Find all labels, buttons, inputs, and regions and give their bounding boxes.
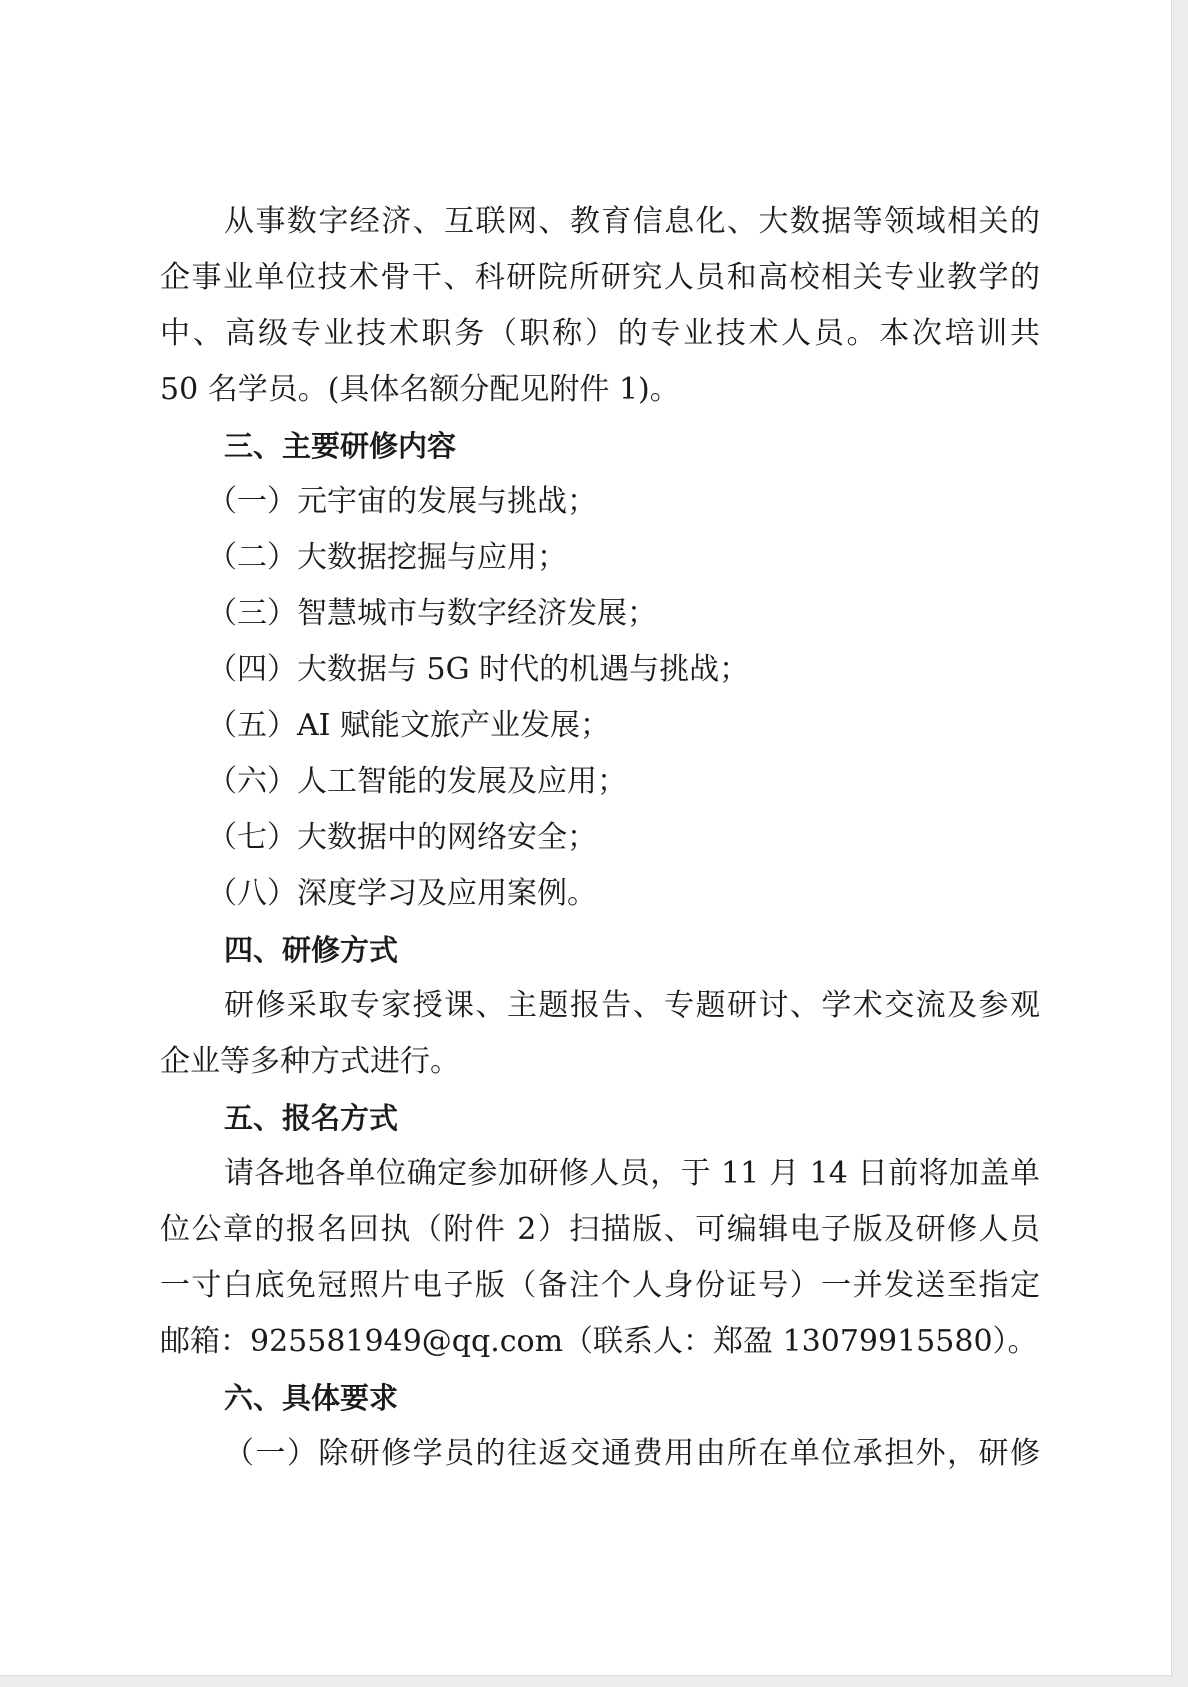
- section-6-line-1: （一）除研修学员的往返交通费用由所在单位承担外，研修: [224, 1436, 1040, 1471]
- intro-line-4: 50 名学员。(具体名额分配见附件 1)。: [160, 372, 680, 407]
- section-5-line-2: 位公章的报名回执（附件 2）扫描版、可编辑电子版及研修人员: [160, 1212, 1040, 1247]
- section-3-item-5: （五）AI 赋能文旅产业发展；: [207, 708, 611, 743]
- section-5-line-3: 一寸白底免冠照片电子版（备注个人身份证号）一并发送至指定: [160, 1268, 1040, 1303]
- section-3-item-2: （二）大数据挖掘与应用；: [207, 540, 567, 575]
- section-6-heading: 六、具体要求: [224, 1381, 399, 1415]
- section-4-line-1: 研修采取专家授课、主题报告、专题研讨、学术交流及参观: [224, 988, 1040, 1023]
- section-3-item-8: （八）深度学习及应用案例。: [207, 876, 597, 911]
- section-3-heading: 三、主要研修内容: [224, 429, 457, 463]
- section-3-item-6: （六）人工智能的发展及应用；: [207, 764, 627, 799]
- section-5-heading: 五、报名方式: [224, 1101, 399, 1135]
- section-4-heading: 四、研修方式: [224, 933, 399, 967]
- section-3-item-1: （一）元宇宙的发展与挑战；: [207, 484, 597, 519]
- section-4-line-2: 企业等多种方式进行。: [160, 1044, 460, 1079]
- section-3-item-4: （四）大数据与 5G 时代的机遇与挑战；: [207, 652, 750, 687]
- intro-line-2: 企事业单位技术骨干、科研院所研究人员和高校相关专业教学的: [160, 260, 1040, 295]
- section-5-line-4: 邮箱：925581949@qq.com（联系人：郑盈 13079915580）。: [160, 1324, 1038, 1359]
- document-body: [160, 194, 1040, 1482]
- intro-line-3: 中、高级专业技术职务（职称）的专业技术人员。本次培训共: [160, 316, 1040, 351]
- section-3-item-3: （三）智慧城市与数字经济发展；: [207, 596, 657, 631]
- section-5-line-1: 请各地各单位确定参加研修人员，于 11 月 14 日前将加盖单: [224, 1156, 1040, 1191]
- intro-line-1: 从事数字经济、互联网、教育信息化、大数据等领域相关的: [224, 204, 1040, 239]
- section-3-item-7: （七）大数据中的网络安全；: [207, 820, 597, 855]
